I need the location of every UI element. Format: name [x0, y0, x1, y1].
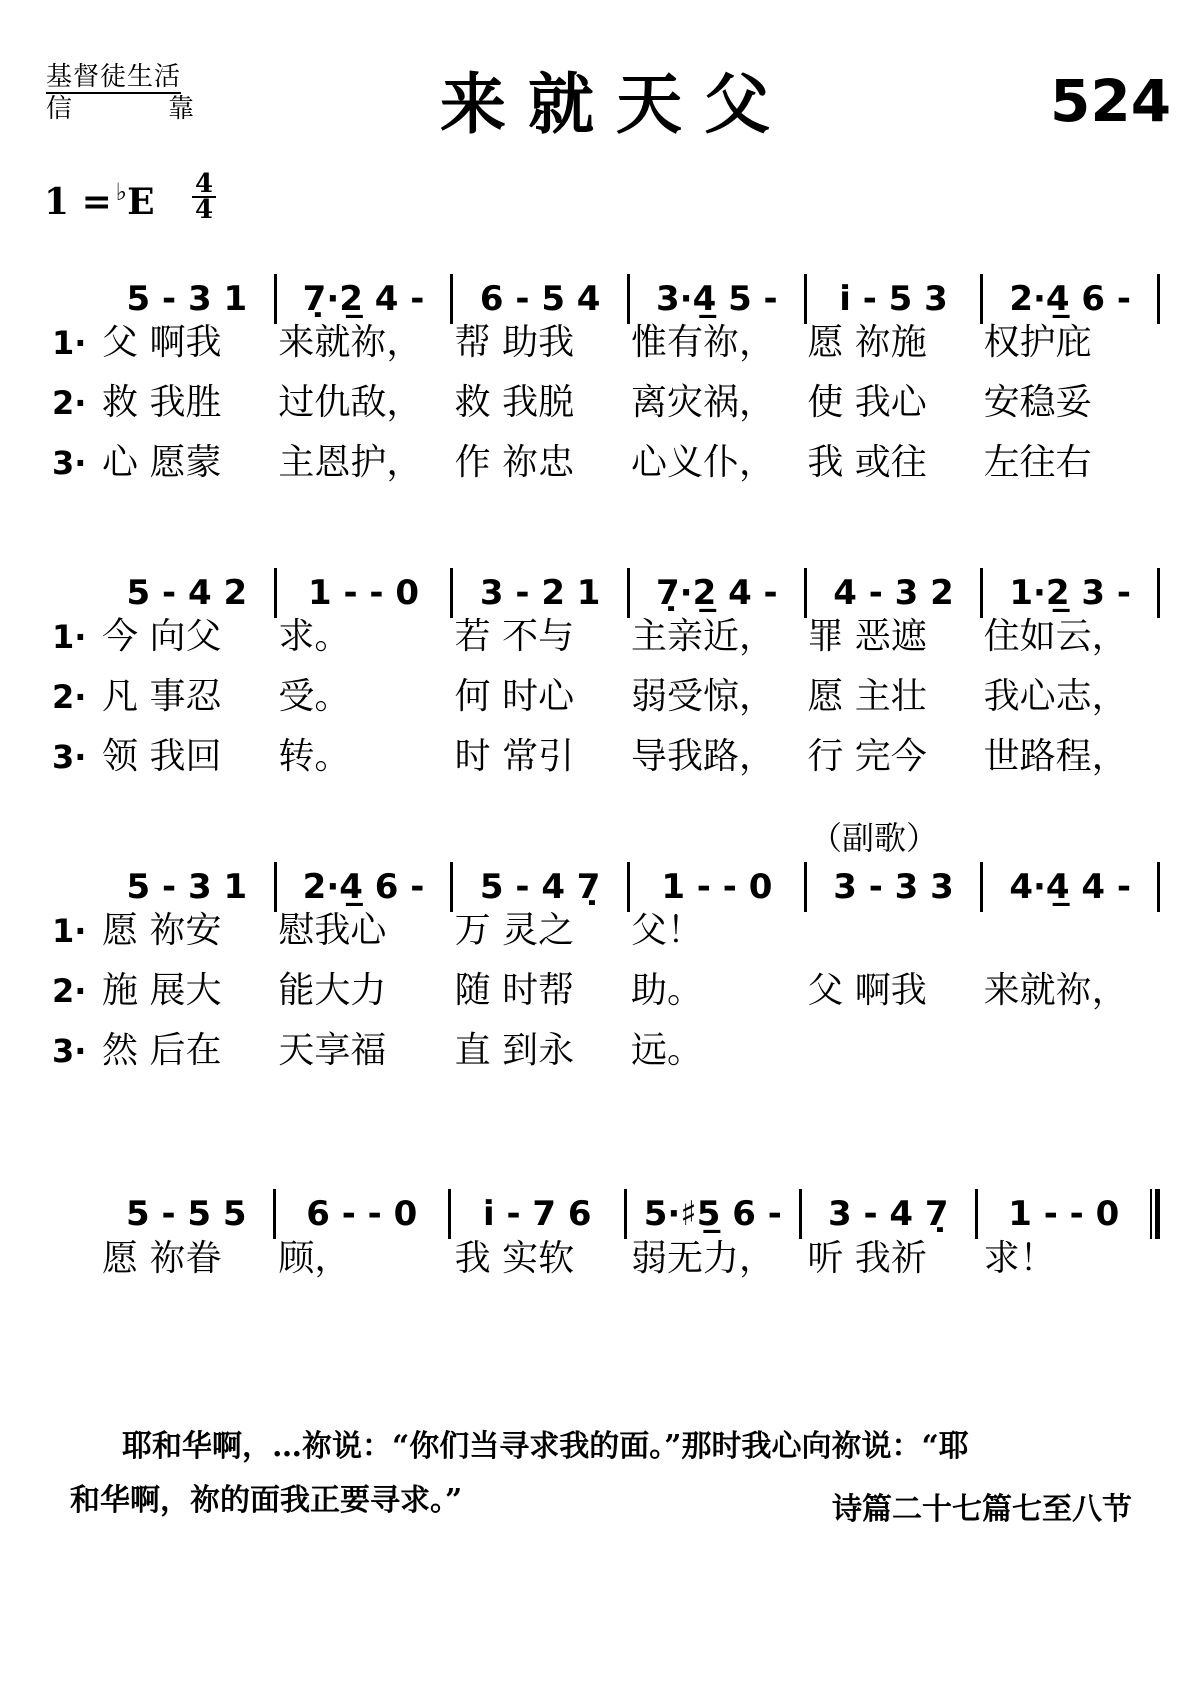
verse-number: 3· — [52, 444, 87, 482]
lyric-segment: 作 祢忠 — [454, 442, 575, 483]
measure-notes: 1·2̲ 3 - — [1009, 573, 1132, 613]
lyric-segment: 主恩护， — [278, 442, 423, 483]
lyric-segment: 顾， — [278, 1238, 351, 1279]
category-sub-a: 信 — [46, 94, 73, 124]
lyric-segment: 远。 — [630, 1030, 703, 1071]
lyric-line — [52, 436, 1160, 490]
lyric-segment: 权护庇 — [983, 322, 1092, 363]
key-note: E — [127, 181, 155, 223]
lyric-segment: 愿 祢眷 — [102, 1238, 222, 1279]
lyric-segment: 时 常引 — [454, 736, 575, 777]
flat-symbol: ♭ — [115, 177, 128, 206]
lyric-segment: 使 我心 — [807, 382, 927, 423]
lyric-segment — [984, 904, 1160, 958]
verse-number — [52, 1232, 102, 1286]
lyric-segment: 过仇敌， — [278, 382, 423, 423]
lyric-segment: 左往右 — [983, 442, 1092, 483]
lyric-line — [52, 610, 1160, 664]
lyric-line — [52, 1024, 1160, 1078]
measure-notes: 5·♯5̲ 6 - — [643, 1194, 782, 1234]
measure-notes: 1 - - 0 — [307, 573, 420, 613]
measure-notes: 5 - 3 1 — [126, 279, 248, 319]
lyric-segment: 领 我回 — [102, 736, 222, 777]
lyric-segment: 离灾祸， — [630, 382, 775, 423]
lyric-segment: 父 啊我 — [102, 322, 222, 363]
lyric-segment: 求。 — [278, 616, 351, 657]
lyric-segment: 导我路， — [630, 736, 775, 777]
lyric-segment: 弱受惊， — [630, 676, 775, 717]
measure-notes: 4·4̲ 4 - — [1009, 867, 1132, 907]
lyric-segment: 凡 事忍 — [102, 676, 222, 717]
lyric-segment: 求！ — [983, 1238, 1056, 1279]
measure-notes: 6 - - 0 — [306, 1194, 418, 1234]
lyric-segment — [807, 1024, 983, 1078]
measure-notes: 3 - 3 3 — [833, 867, 954, 907]
measure-notes: 7̣·2̲ 4 - — [302, 279, 425, 319]
lyric-line — [52, 376, 1160, 430]
lyric-segment: 主亲近， — [630, 616, 775, 657]
lyric-segment: 受。 — [278, 676, 351, 717]
measure-notes: 5 - 4 2 — [126, 573, 248, 613]
lyric-segment: 父 啊我 — [807, 970, 927, 1011]
lyric-segment: 愿 祢施 — [807, 322, 927, 363]
lyric-segment: 听 我祈 — [807, 1238, 927, 1279]
measure-notes: i̇ - 5 3 — [839, 279, 948, 319]
lyric-segment — [984, 1024, 1160, 1078]
measure-notes: 5 - 4 7̣ — [479, 867, 601, 907]
lyric-segment: 住如云， — [983, 616, 1128, 657]
scripture-line-2: 和华啊，祢的面我正要寻求。” — [70, 1483, 463, 1518]
hymn-number: 524 — [1050, 67, 1172, 135]
key-prefix: 1 = — [44, 181, 112, 223]
lyric-segment: 救 我胜 — [102, 382, 222, 423]
scripture-line-1: 耶和华啊，…祢说：“你们当寻求我的面。”那时我心向祢说：“耶 — [122, 1429, 969, 1464]
lyric-segment: 安稳妥 — [983, 382, 1092, 423]
measure-notes: 3 - 4 7̣ — [827, 1194, 949, 1234]
measure-notes: 1 - - 0 — [661, 867, 773, 907]
verse-number: 2· — [52, 972, 87, 1010]
measure-notes: 3·4̲ 5 - — [656, 279, 778, 319]
measure-notes: 5 - 3 1 — [126, 867, 248, 907]
time-bottom: 4 — [194, 195, 214, 225]
lyric-segment: 随 时帮 — [454, 970, 575, 1011]
measure-notes: 7̣·2̲ 4 - — [656, 573, 778, 613]
lyric-segment: 我 实软 — [454, 1238, 575, 1279]
lyric-segment: 万 灵之 — [454, 910, 575, 951]
lyric-segment: 天享福 — [278, 1030, 387, 1071]
lyric-line — [52, 316, 1160, 370]
lyric-segment: 心 愿蒙 — [102, 442, 222, 483]
lyric-segment: 我心志， — [983, 676, 1128, 717]
verse-number: 2· — [52, 384, 87, 422]
lyric-segment: 助。 — [630, 970, 703, 1011]
lyric-segment: 帮 助我 — [454, 322, 575, 363]
lyric-line — [52, 730, 1160, 784]
lyric-segment: 救 我脱 — [454, 382, 575, 423]
verse-number: 2· — [52, 678, 87, 716]
lyric-segment: 今 向父 — [102, 616, 222, 657]
category-sub — [46, 94, 194, 124]
lyric-segment: 然 后在 — [102, 1030, 222, 1071]
lyric-segment: 何 时心 — [454, 676, 575, 717]
measure-notes: 3 - 2 1 — [479, 573, 601, 613]
measure-notes: 5 - 5 5 — [125, 1194, 247, 1234]
hymn-category — [46, 62, 194, 124]
lyric-segment: 直 到永 — [454, 1030, 575, 1071]
time-signature — [192, 169, 216, 225]
verse-number: 3· — [52, 1032, 87, 1070]
lyric-segment: 世路程， — [983, 736, 1128, 777]
lyric-segment: 罪 恶遮 — [807, 616, 927, 657]
hymn-title: 来就天父 — [440, 65, 792, 143]
lyric-segment: 父！ — [630, 910, 703, 951]
measure-notes: 6 - 5 4 — [479, 279, 601, 319]
lyric-segment: 慰我心 — [278, 910, 387, 951]
lyric-line — [52, 904, 1160, 958]
lyric-segment: 行 完今 — [807, 736, 927, 777]
lyric-segment: 施 展大 — [102, 970, 222, 1011]
lyric-segment: 我 或往 — [807, 442, 927, 483]
lyric-segment: 若 不与 — [454, 616, 575, 657]
lyric-segment: 愿 主壮 — [807, 676, 927, 717]
lyric-line — [52, 964, 1160, 1018]
lyric-segment — [807, 904, 983, 958]
measure-notes: 2·4̲ 6 - — [302, 867, 425, 907]
lyric-segment: 愿 祢安 — [102, 910, 222, 951]
scripture-reference: 诗篇二十七篇七至八节 — [832, 1492, 1132, 1527]
category-main: 基督徒生活 — [46, 62, 182, 92]
verse-number: 1· — [52, 618, 87, 656]
lyric-line — [52, 670, 1160, 724]
lyric-segment: 心义仆， — [630, 442, 775, 483]
chorus-label: （副歌） — [810, 819, 939, 857]
key-signature — [44, 177, 155, 226]
lyric-segment: 来就祢， — [983, 970, 1128, 1011]
measure-notes: i̇ - 7 6 — [482, 1194, 592, 1234]
lyric-segment: 惟有祢， — [630, 322, 775, 363]
lyric-segment: 能大力 — [278, 970, 387, 1011]
lyric-line — [52, 1232, 1160, 1286]
verse-number: 1· — [52, 912, 87, 950]
verse-number: 1· — [52, 324, 87, 362]
category-sub-b: 靠 — [167, 94, 194, 124]
measure-notes: 4 - 3 2 — [833, 573, 954, 613]
lyric-segment: 弱无力， — [630, 1238, 775, 1279]
time-top: 4 — [192, 172, 216, 198]
measure-notes: 2·4̲ 6 - — [1009, 279, 1132, 319]
lyric-segment: 转。 — [278, 736, 351, 777]
lyric-segment: 来就祢， — [278, 322, 423, 363]
measure-notes: 1 - - 0 — [1008, 1194, 1120, 1234]
verse-number: 3· — [52, 738, 87, 776]
